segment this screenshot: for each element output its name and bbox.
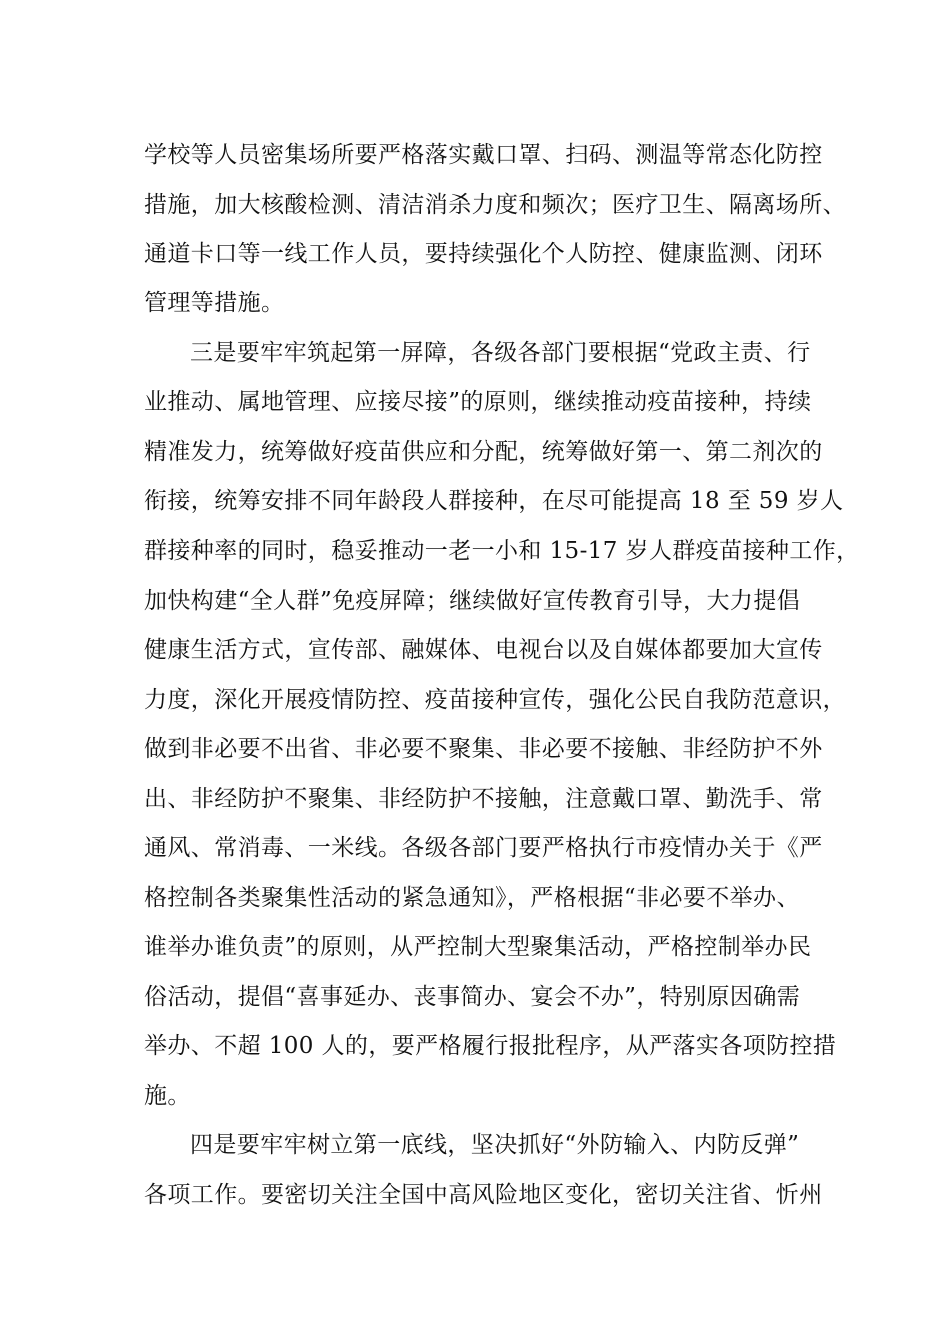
text-line: 施。 [144, 1083, 191, 1109]
text-line: 学校等人员密集场所要严格落实戴口罩、扫码、测温等常态化防控 [144, 142, 823, 168]
paragraph-start-line: 四是要牢牢树立第一底线，坚决抓好“外防输入、内防反弹” [190, 1132, 800, 1158]
text-line: 举办、不超 100 人的，要严格履行报批程序，从严落实各项防控措 [144, 1033, 837, 1059]
text-line: 各项工作。要密切关注全国中高风险地区变化，密切关注省、忻州 [144, 1182, 823, 1208]
text-line: 措施，加大核酸检测、清洁消杀力度和频次；医疗卫生、隔离场所、 [144, 192, 846, 218]
text-line: 群接种率的同时，稳妥推动一老一小和 15-17 岁人群疫苗接种工作， [144, 538, 860, 564]
text-line: 通风、常消毒、一米线。各级各部门要严格执行市疫情办关于《严 [144, 835, 823, 861]
text-line: 精准发力，统筹做好疫苗供应和分配，统筹做好第一、第二剂次的 [144, 439, 823, 465]
text-line: 俗活动，提倡“喜事延办、丧事简办、宴会不办”，特别原因确需 [144, 984, 801, 1010]
paragraph-start-line: 三是要牢牢筑起第一屏障，各级各部门要根据“党政主责、行 [190, 340, 811, 366]
text-line: 健康生活方式，宣传部、融媒体、电视台以及自媒体都要加大宣传 [144, 637, 823, 663]
text-line: 衔接，统筹安排不同年龄段人群接种，在尽可能提高 18 至 59 岁人 [144, 488, 844, 514]
text-line: 加快构建“全人群”免疫屏障；继续做好宣传教育引导，大力提倡 [144, 588, 801, 614]
text-line: 业推动、属地管理、应接尽接”的原则，继续推动疫苗接种，持续 [144, 389, 812, 415]
text-line: 出、非经防护不聚集、非经防护不接触，注意戴口罩、勤洗手、常 [144, 786, 823, 812]
text-line: 做到非必要不出省、非必要不聚集、非必要不接触、非经防护不外 [144, 736, 823, 762]
text-line: 格控制各类聚集性活动的紧急通知》，严格根据“非必要不举办、 [144, 885, 800, 911]
text-line: 通道卡口等一线工作人员，要持续强化个人防控、健康监测、闭环 [144, 241, 823, 267]
text-line: 谁举办谁负责”的原则，从严控制大型聚集活动，严格控制举办民 [144, 934, 812, 960]
text-line: 管理等措施。 [144, 290, 285, 316]
text-line: 力度，深化开展疫情防控、疫苗接种宣传，强化公民自我防范意识， [144, 687, 846, 713]
